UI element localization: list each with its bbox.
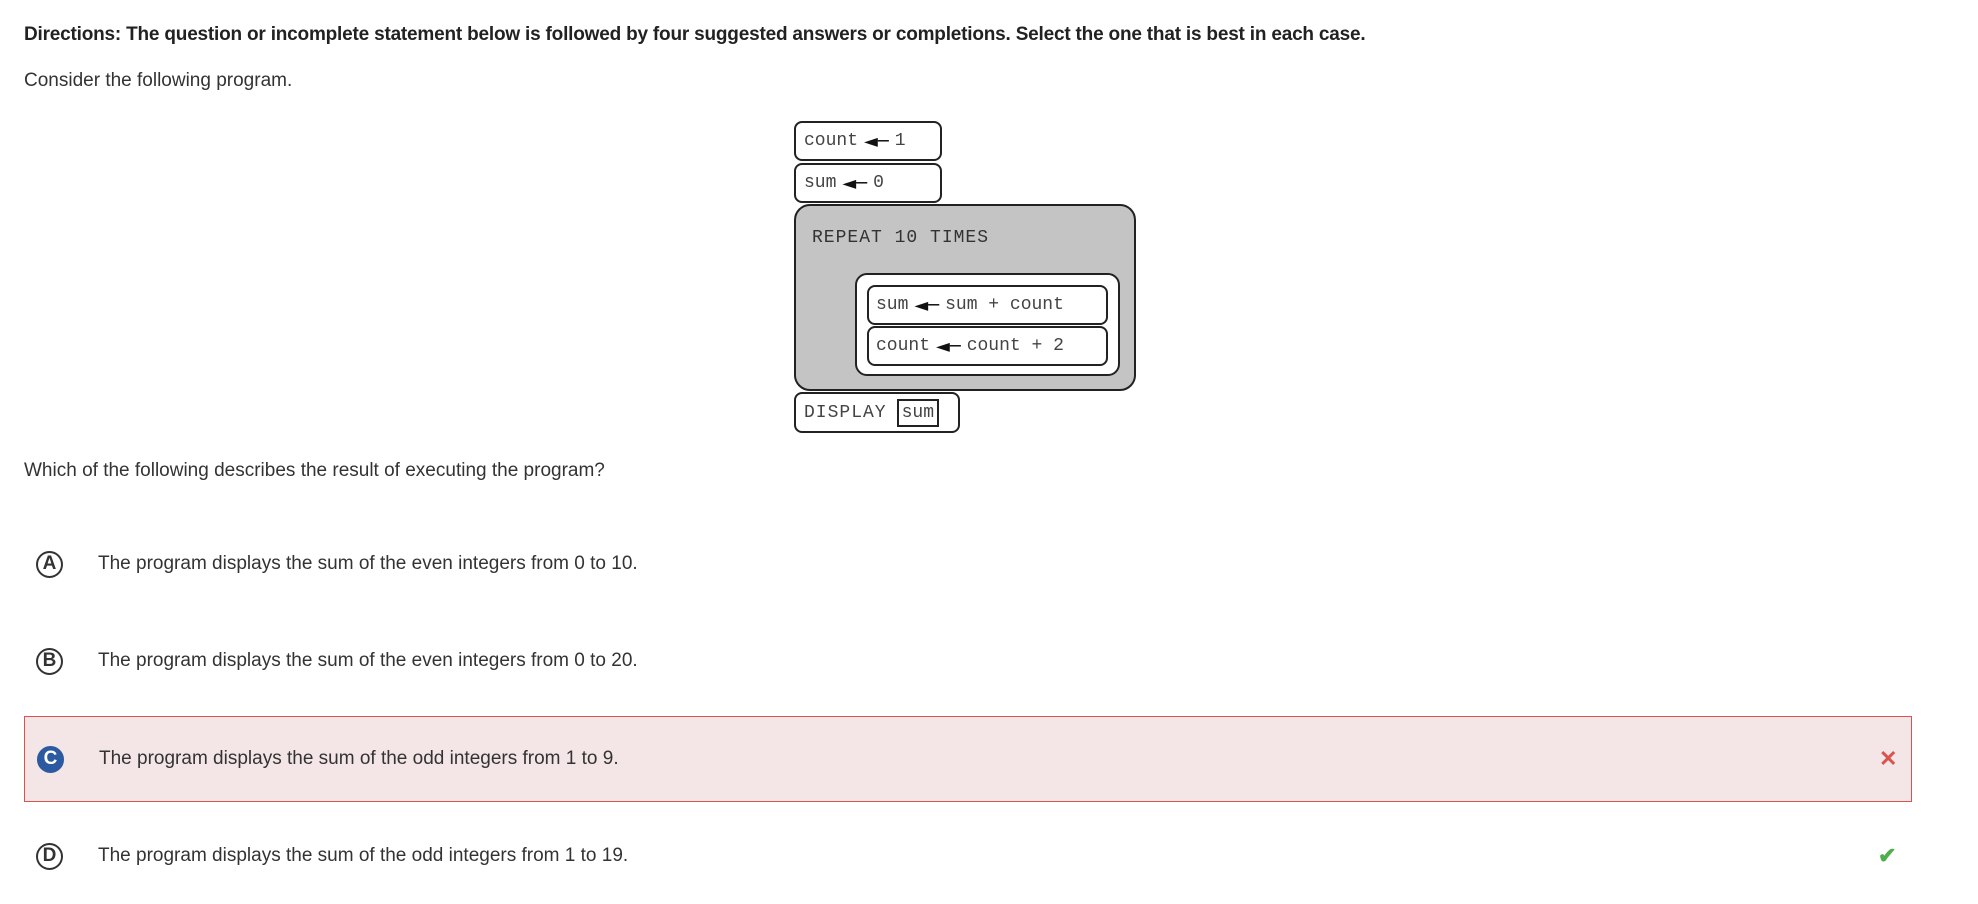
display-arg: sum xyxy=(897,399,939,427)
assign-count-block xyxy=(794,121,942,161)
display-keyword: DISPLAY xyxy=(804,402,887,423)
repeat-block xyxy=(794,204,1136,391)
option-b[interactable] xyxy=(24,618,1912,704)
option-text: The program displays the sum of the odd integers from 1 to 19. xyxy=(98,845,629,866)
display-block xyxy=(794,392,960,433)
option-letter[interactable]: B xyxy=(36,648,63,675)
option-letter[interactable]: D xyxy=(36,843,63,870)
option-c[interactable] xyxy=(24,716,1912,802)
option-d[interactable] xyxy=(24,813,1912,899)
value-count: 1 xyxy=(894,131,906,151)
var-sum: sum xyxy=(804,173,837,193)
repeat-body xyxy=(855,273,1120,376)
option-text: The program displays the sum of the even integers from 0 to 20. xyxy=(98,650,638,671)
option-text: The program displays the sum of the even integers from 0 to 10. xyxy=(98,553,638,574)
intro-text: Consider the following program. xyxy=(24,70,293,91)
option-text: The program displays the sum of the odd integers from 1 to 9. xyxy=(99,748,619,769)
value-sum: 0 xyxy=(873,173,884,193)
program-diagram xyxy=(794,121,1140,433)
option-letter[interactable]: A xyxy=(36,551,63,578)
body1-expr: sum + count xyxy=(945,295,1064,315)
option-letter[interactable]: C xyxy=(37,746,64,773)
assign-arrow-icon: ◄─ xyxy=(842,172,868,194)
check-icon: ✔ xyxy=(1878,843,1897,868)
assign-arrow-icon: ◄─ xyxy=(936,335,961,357)
question-text: Which of the following describes the result of executing the program? xyxy=(24,460,605,481)
var-count: count xyxy=(804,131,859,151)
option-a[interactable] xyxy=(24,521,1912,607)
assign-sum-block xyxy=(794,163,942,203)
sum-update-block xyxy=(867,285,1108,325)
body2-var: count xyxy=(876,336,931,356)
directions-text: Directions: The question or incomplete statement below is followed by four suggested answers or completions. Select the one that is best in each case. xyxy=(24,24,1366,45)
body2-expr: count + 2 xyxy=(966,336,1064,356)
count-update-block xyxy=(867,326,1108,366)
repeat-label: REPEAT 10 TIMES xyxy=(812,228,990,248)
assign-arrow-icon: ◄─ xyxy=(914,294,940,316)
body1-var: sum xyxy=(876,295,909,315)
assign-arrow-icon: ◄─ xyxy=(864,130,889,152)
x-icon: ✕ xyxy=(1879,746,1898,771)
